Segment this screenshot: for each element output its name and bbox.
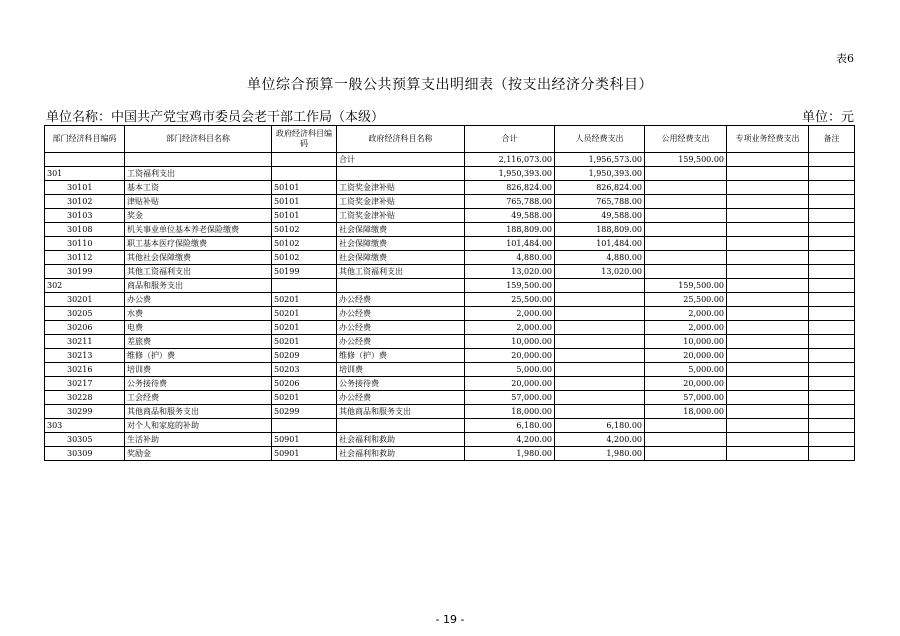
table-cell: 2,000.00 (465, 307, 555, 321)
table-cell: 30205 (45, 307, 125, 321)
table-row (45, 433, 855, 447)
table-cell (727, 167, 809, 181)
table-cell: 维修（护）费 (125, 349, 272, 363)
table-cell (727, 321, 809, 335)
table-cell: 20,000.00 (465, 349, 555, 363)
table-cell: 基本工资 (125, 181, 272, 195)
table-cell (809, 349, 855, 363)
table-cell: 培训费 (125, 363, 272, 377)
table-cell (727, 391, 809, 405)
table-cell: 1,950,393.00 (555, 167, 645, 181)
table-cell: 50901 (272, 433, 337, 447)
table-cell (809, 181, 855, 195)
table-row (45, 153, 855, 167)
table-cell: 1,980.00 (555, 447, 645, 461)
table-cell: 其他商品和服务支出 (337, 405, 465, 419)
table-cell (555, 279, 645, 293)
table-row (45, 419, 855, 433)
table-cell: 2,116,073.00 (465, 153, 555, 167)
column-header: 政府经济科目名称 (337, 126, 465, 153)
table-cell: 津贴补贴 (125, 195, 272, 209)
table-cell (272, 419, 337, 433)
table-cell: 维修（护）费 (337, 349, 465, 363)
column-header: 备注 (809, 126, 855, 153)
table-cell: 2,000.00 (645, 307, 727, 321)
table-row (45, 223, 855, 237)
table-cell: 工资奖金津补贴 (337, 181, 465, 195)
table-cell (727, 419, 809, 433)
table-cell: 1,950,393.00 (465, 167, 555, 181)
table-cell (727, 349, 809, 363)
table-cell: 其他社会保障缴费 (125, 251, 272, 265)
table-cell (727, 279, 809, 293)
table-cell: 5,000.00 (645, 363, 727, 377)
table-body (45, 153, 855, 461)
table-cell: 1,980.00 (465, 447, 555, 461)
table-cell: 其他商品和服务支出 (125, 405, 272, 419)
table-cell (337, 419, 465, 433)
table-cell: 办公经费 (337, 293, 465, 307)
table-cell: 50209 (272, 349, 337, 363)
table-cell (555, 363, 645, 377)
table-cell: 其他工资福利支出 (337, 265, 465, 279)
table-cell: 5,000.00 (465, 363, 555, 377)
table-cell: 30102 (45, 195, 125, 209)
table-cell (727, 433, 809, 447)
table-cell: 30217 (45, 377, 125, 391)
table-cell (555, 405, 645, 419)
table-cell (555, 391, 645, 405)
table-row (45, 405, 855, 419)
column-header: 部门经济科目编码 (45, 126, 125, 153)
table-cell: 50201 (272, 335, 337, 349)
table-cell: 159,500.00 (465, 279, 555, 293)
table-cell: 303 (45, 419, 125, 433)
table-cell: 商品和服务支出 (125, 279, 272, 293)
table-cell (809, 307, 855, 321)
table-row (45, 391, 855, 405)
table-cell: 机关事业单位基本养老保险缴费 (125, 223, 272, 237)
currency-unit: 单位：元 (801, 110, 854, 125)
table-cell: 奖金 (125, 209, 272, 223)
table-cell (727, 363, 809, 377)
table-cell: 20,000.00 (645, 377, 727, 391)
table-row (45, 237, 855, 251)
table-cell: 13,020.00 (465, 265, 555, 279)
table-cell: 30101 (45, 181, 125, 195)
table-cell: 159,500.00 (645, 153, 727, 167)
table-row (45, 307, 855, 321)
table-cell: 50101 (272, 181, 337, 195)
column-header: 专项业务经费支出 (727, 126, 809, 153)
table-cell (645, 237, 727, 251)
table-cell (555, 335, 645, 349)
table-row (45, 335, 855, 349)
table-row (45, 167, 855, 181)
table-cell (809, 433, 855, 447)
table-cell: 4,880.00 (555, 251, 645, 265)
table-cell: 826,824.00 (555, 181, 645, 195)
table-cell: 159,500.00 (645, 279, 727, 293)
table-number: 表6 (836, 52, 854, 65)
table-cell: 4,200.00 (465, 433, 555, 447)
table-cell (809, 391, 855, 405)
column-header: 人员经费支出 (555, 126, 645, 153)
table-cell: 社会福利和救助 (337, 433, 465, 447)
table-cell: 2,000.00 (465, 321, 555, 335)
table-cell: 30112 (45, 251, 125, 265)
table-cell: 302 (45, 279, 125, 293)
column-header: 政府经济科目编码 (272, 126, 337, 153)
table-cell: 188,809.00 (555, 223, 645, 237)
table-cell: 30228 (45, 391, 125, 405)
table-cell (727, 447, 809, 461)
table-cell: 30309 (45, 447, 125, 461)
table-cell: 30199 (45, 265, 125, 279)
header-row (45, 126, 855, 153)
table-cell (727, 405, 809, 419)
table-cell: 6,180.00 (555, 419, 645, 433)
table-cell: 生活补助 (125, 433, 272, 447)
table-cell: 4,880.00 (465, 251, 555, 265)
unit-name: 单位名称：中国共产党宝鸡市委员会老干部工作局（本级） (46, 110, 385, 125)
table-cell (809, 293, 855, 307)
table-cell (555, 377, 645, 391)
table-cell (809, 209, 855, 223)
table-row (45, 195, 855, 209)
table-cell: 25,500.00 (465, 293, 555, 307)
table-cell: 工会经费 (125, 391, 272, 405)
column-header: 公用经费支出 (645, 126, 727, 153)
table-cell: 工资奖金津补贴 (337, 195, 465, 209)
table-cell (555, 321, 645, 335)
table-cell (645, 251, 727, 265)
table-cell (645, 195, 727, 209)
table-cell: 30206 (45, 321, 125, 335)
table-cell: 49,588.00 (465, 209, 555, 223)
table-cell (809, 377, 855, 391)
table-cell (555, 349, 645, 363)
table-cell: 30216 (45, 363, 125, 377)
table-cell (809, 335, 855, 349)
table-cell (337, 279, 465, 293)
table-cell (555, 307, 645, 321)
table-cell: 30110 (45, 237, 125, 251)
table-cell (645, 419, 727, 433)
table-cell: 工资福利支出 (125, 167, 272, 181)
table-cell (272, 167, 337, 181)
table-cell: 49,588.00 (555, 209, 645, 223)
table-cell (809, 321, 855, 335)
table-cell: 50199 (272, 265, 337, 279)
table-cell (727, 335, 809, 349)
table-cell: 50901 (272, 447, 337, 461)
table-cell: 50203 (272, 363, 337, 377)
table-cell: 50201 (272, 293, 337, 307)
table-cell: 4,200.00 (555, 433, 645, 447)
table-cell: 培训费 (337, 363, 465, 377)
table-cell: 50206 (272, 377, 337, 391)
table-cell (337, 167, 465, 181)
table-cell: 50102 (272, 237, 337, 251)
table-cell (645, 167, 727, 181)
table-cell: 20,000.00 (645, 349, 727, 363)
table-cell: 101,484.00 (465, 237, 555, 251)
table-cell (45, 153, 125, 167)
table-cell: 办公经费 (337, 307, 465, 321)
table-cell: 对个人和家庭的补助 (125, 419, 272, 433)
table-cell: 30103 (45, 209, 125, 223)
table-row (45, 279, 855, 293)
table-cell: 13,020.00 (555, 265, 645, 279)
table-cell: 2,000.00 (645, 321, 727, 335)
table-cell (645, 265, 727, 279)
table-cell (809, 195, 855, 209)
table-cell (727, 293, 809, 307)
table-cell: 办公经费 (337, 391, 465, 405)
table-cell: 57,000.00 (465, 391, 555, 405)
table-row (45, 447, 855, 461)
table-cell (809, 279, 855, 293)
table-cell (272, 153, 337, 167)
table-cell: 差旅费 (125, 335, 272, 349)
table-cell: 50101 (272, 209, 337, 223)
table-cell: 30305 (45, 433, 125, 447)
table-cell: 1,956,573.00 (555, 153, 645, 167)
table-cell (645, 209, 727, 223)
table-row (45, 377, 855, 391)
table-cell: 6,180.00 (465, 419, 555, 433)
table-cell (809, 405, 855, 419)
table-row (45, 251, 855, 265)
table-cell (809, 419, 855, 433)
table-cell (727, 307, 809, 321)
table-cell (809, 167, 855, 181)
table-cell: 20,000.00 (465, 377, 555, 391)
table-cell: 57,000.00 (645, 391, 727, 405)
column-header: 部门经济科目名称 (125, 126, 272, 153)
table-cell: 101,484.00 (555, 237, 645, 251)
table-cell: 50201 (272, 307, 337, 321)
page-number: - 19 - (435, 613, 465, 626)
table-cell (809, 363, 855, 377)
table-cell (727, 195, 809, 209)
table-cell: 18,000.00 (465, 405, 555, 419)
table-cell (555, 293, 645, 307)
table-cell (809, 223, 855, 237)
table-cell: 10,000.00 (465, 335, 555, 349)
table-cell: 30108 (45, 223, 125, 237)
table-cell: 其他工资福利支出 (125, 265, 272, 279)
table-cell: 公务接待费 (337, 377, 465, 391)
table-cell: 50201 (272, 391, 337, 405)
table-cell: 合计 (337, 153, 465, 167)
table-cell: 办公经费 (337, 321, 465, 335)
table-row (45, 363, 855, 377)
table-cell (727, 377, 809, 391)
table-cell: 社会保障缴费 (337, 237, 465, 251)
table-cell: 25,500.00 (645, 293, 727, 307)
table-cell: 826,824.00 (465, 181, 555, 195)
table-cell: 30299 (45, 405, 125, 419)
table-cell: 18,000.00 (645, 405, 727, 419)
table-cell: 职工基本医疗保险缴费 (125, 237, 272, 251)
table-cell: 电费 (125, 321, 272, 335)
table-cell: 765,788.00 (465, 195, 555, 209)
table-cell: 765,788.00 (555, 195, 645, 209)
table-cell: 社会保障缴费 (337, 223, 465, 237)
table-cell (727, 265, 809, 279)
table-cell: 50102 (272, 223, 337, 237)
table-cell (809, 265, 855, 279)
table-row (45, 265, 855, 279)
table-cell: 社会福利和救助 (337, 447, 465, 461)
table-cell (727, 153, 809, 167)
table-cell: 办公费 (125, 293, 272, 307)
table-cell: 30201 (45, 293, 125, 307)
table-cell: 奖励金 (125, 447, 272, 461)
table-row (45, 293, 855, 307)
table-cell (727, 237, 809, 251)
table-cell (645, 223, 727, 237)
table-cell: 工资奖金津补贴 (337, 209, 465, 223)
table-cell: 30213 (45, 349, 125, 363)
table-cell (645, 447, 727, 461)
table-cell: 188,809.00 (465, 223, 555, 237)
table-cell (125, 153, 272, 167)
table-cell (727, 209, 809, 223)
table-cell (727, 251, 809, 265)
table-row (45, 209, 855, 223)
table-cell: 50299 (272, 405, 337, 419)
table-cell (727, 223, 809, 237)
table-cell (727, 181, 809, 195)
table-cell (809, 153, 855, 167)
table-cell: 水费 (125, 307, 272, 321)
table-cell (272, 279, 337, 293)
table-row (45, 349, 855, 363)
table-cell: 30211 (45, 335, 125, 349)
column-header: 合计 (465, 126, 555, 153)
table-cell: 301 (45, 167, 125, 181)
table-cell (645, 181, 727, 195)
table-cell (809, 251, 855, 265)
table-cell: 社会保障缴费 (337, 251, 465, 265)
table-cell: 50201 (272, 321, 337, 335)
table-cell: 50102 (272, 251, 337, 265)
table-cell: 50101 (272, 195, 337, 209)
budget-detail-table (44, 125, 855, 461)
table-cell: 办公经费 (337, 335, 465, 349)
table-row (45, 181, 855, 195)
table-cell (645, 433, 727, 447)
table-cell: 10,000.00 (645, 335, 727, 349)
table-cell (809, 237, 855, 251)
table-row (45, 321, 855, 335)
table-cell: 公务接待费 (125, 377, 272, 391)
table-cell (809, 447, 855, 461)
page-title: 单位综合预算一般公共预算支出明细表（按支出经济分类科目） (247, 77, 653, 93)
